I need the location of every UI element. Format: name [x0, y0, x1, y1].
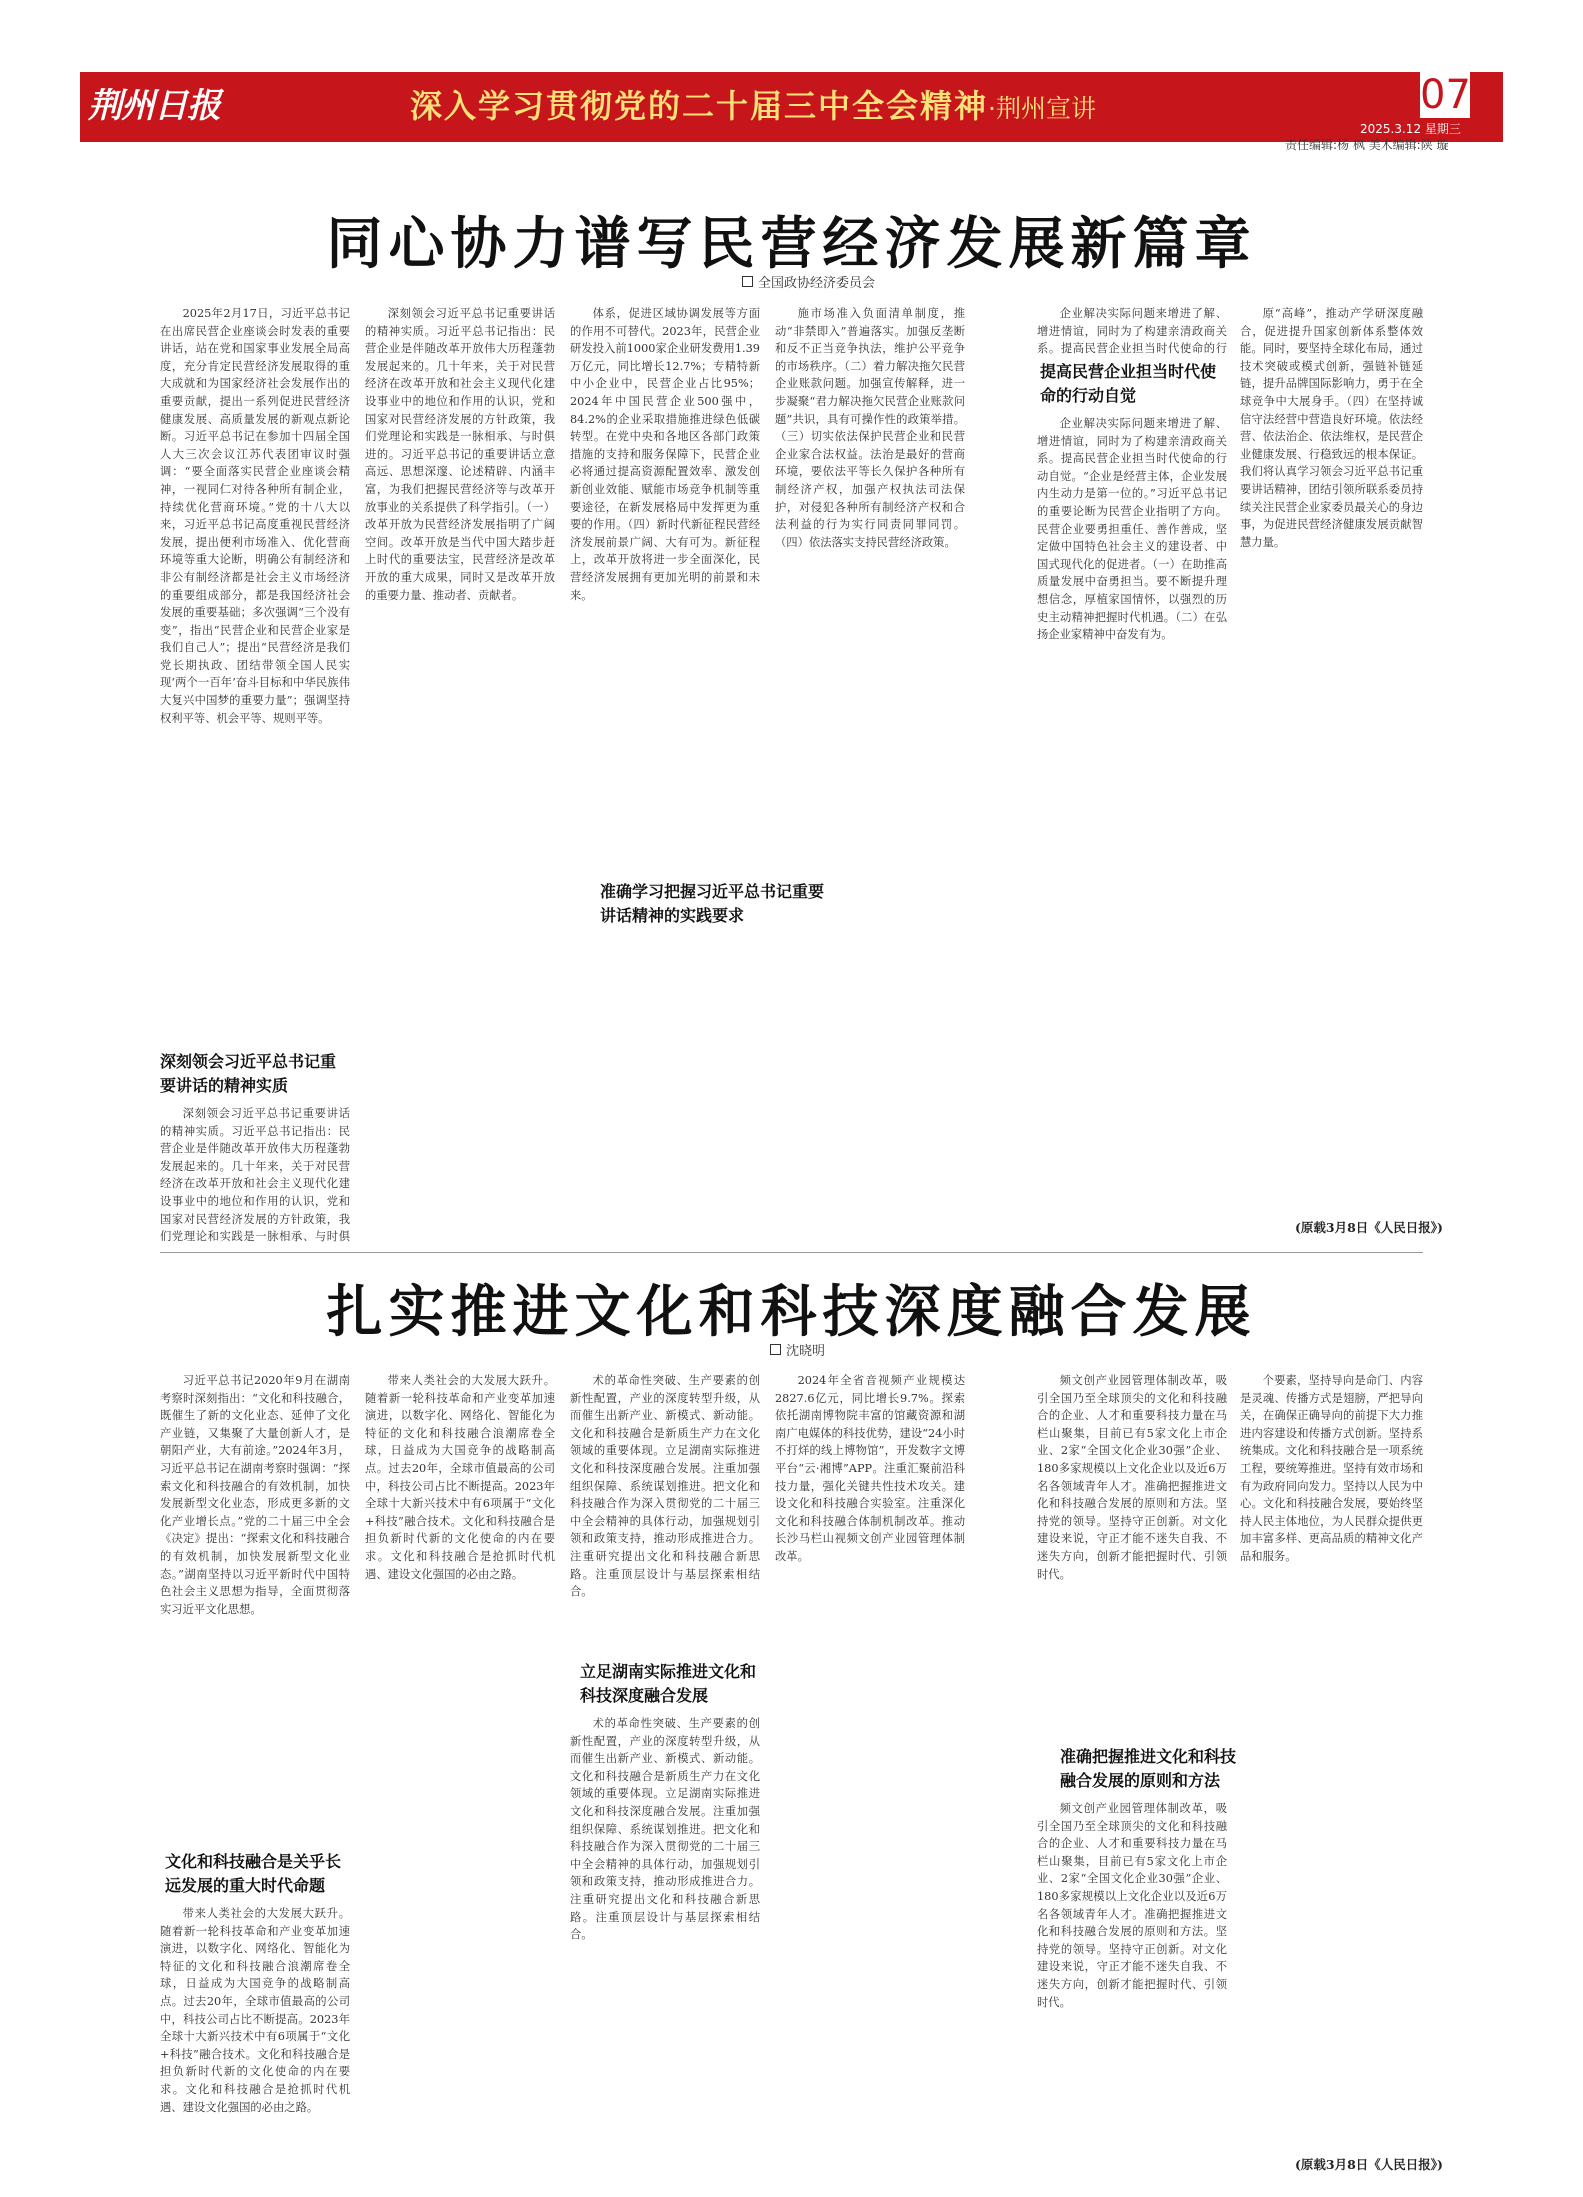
article2-source: (原载3月8日《人民日报》) — [1295, 2157, 1443, 2172]
article1-source: (原载3月8日《人民日报》) — [1295, 1220, 1443, 1235]
article2-column-4: 2024年全省音视频产业规模达2827.6亿元，同比增长9.7%。探索依托湖南博物院丰富的馆藏资源和湖南广电媒体的科技优势，建设“24小时不打烊的线上博物馆”，开发数字文博平台“云·湘博”APP。注重汇聚前沿科技力量，强化关键共性技术攻关。建设文化和科技融合实验室。注重深化文化和科技融合体制机制改革。推动长沙马栏山视频文创产业园管理体制改革。 — [775, 1374, 965, 1563]
masthead-banner — [80, 72, 1503, 142]
article1-title: 同心协力谱写民营经济发展新篇章 — [326, 211, 1257, 277]
article2-column-5: 频文创产业园管理体制改革，吸引全国乃至全球顶尖的文化和科技融合的企业、人才和重要科技力量在马栏山聚集，目前已有5家文化上市企业、2家“全国文化企业30强”企业、180多家规模以上文化企业以及近6万名各领域青年人才。准确把握推进文化和科技融合发展的原则和方法。坚持党的领导。坚持守正创新。对文化建设来说，守正才能不迷失自我、不迷失方向，创新才能把握时代、引领时代。 — [1037, 1374, 1227, 1581]
article1-column-1b: 深刻领会习近平总书记重要讲话的精神实质。习近平总书记指出：民营企业是伴随改革开放伟大历程蓬勃发展起来的。几十年来，关于对民营经济在改革开放和社会主义现代化建设事业中的地位和作用的认识，党和国家对民营经济发展的方针政策，我们党理论和实践是一脉相承、与时俱 — [160, 1107, 350, 1244]
editor-credits: 责任编辑:杨 枫 美术编辑:陕 璇 — [1285, 138, 1449, 152]
article2-column-2: 带来人类社会的大发展大跃升。随着新一轮科技革命和产业变革加速演进，以数字化、网络化、智能化为特征的文化和科技融合浪潮席卷全球，日益成为大国竞争的战略制高点。过去20年，全球市值最高的公司中，科技公司占比不断提高。2023年全球十大新兴技术中有6项属于“文化+科技”融合技术。文化和科技融合是担负新时代新的文化使命的内在要求。文化和科技融合是抢抓时代机遇、建设文化强国的必由之路。 — [365, 1374, 555, 1581]
article1-column-5: 企业解决实际问题来增进了解、增进情谊，同时为了构建亲清政商关系。提高民营企业担当时代使命的行动自觉。“企业是经营主体，企业发展内生动力是第一位的。”习近平总书记的重要论断为民营企业指明了方向。民营企业要勇担重任、善作善成，坚定做中国特色社会主义的建设者、中国式现代化的促进者。（一）在助推高质量发展中奋勇担当。要不断提升理想信念，厚植家国情怀，以强烈的历史主动精神把握时代机遇。（二）在弘扬企业家精神中奋发有为。 — [1037, 417, 1227, 642]
article2-title: 扎实推进文化和科技深度融合发展 — [326, 1279, 1257, 1345]
article1-column-2: 深刻领会习近平总书记重要讲话的精神实质。习近平总书记指出：民营企业是伴随改革开放伟大历程蓬勃发展起来的。几十年来，关于对民营经济在改革开放和社会主义现代化建设事业中的地位和作用的认识，党和国家对民营经济发展的方针政策，我们党理论和实践是一脉相承、与时俱进的。习近平总书记的重要讲话立意高远、思想深邃、论述精辟、内涵丰富，为我们把握民营经济等与改革开放事业的关系提供了科学指引。（一）改革开放为民营经济发展指明了广阔空间。改革开放是当代中国大踏步赶上时代的重要法宝，民营经济是改革开放的重大成果，同时又是改革开放的重要力量、推动者、贡献者。 — [365, 307, 555, 602]
article1-column-1: 2025年2月17日，习近平总书记在出席民营企业座谈会时发表的重要讲话，站在党和国家事业发展全局高度，充分肯定民营经济发展取得的重大成就和为国家经济社会发展作出的重要贡献，提出一系列促进民营经济健康发展、高质量发展的新观点新论断。习近平总书记在参加十四届全国人大三次会议江苏代表团审议时强调：“要全面落实民营企业座谈会精神，一视同仁对待各种所有制企业，持续优化营商环境。”党的十八大以来，习近平总书记高度重视民营经济发展，提出便利市场准入、优化营商环境等重大论断，明确公有制经济和非公有制经济都是社会主义市场经济的重要组成部分，都是我国经济社会发展的重要基础；多次强调“三个没有变”，指出“民营企业和民营企业家是我们自己人”；提出“民营经济是我们党长期执政、团结带领全国人民实现‘两个一百年’奋斗目标和中华民族伟大复兴中国梦的重要力量”；强调坚持权利平等、机会平等、规则平等。 — [160, 307, 350, 725]
article1-column-3: 体系，促进区域协调发展等方面的作用不可替代。2023年，民营企业研发投入前1000家企业研发费用1.39万亿元，同比增长12.7%；专精特新中小企业中，民营企业占比95%；2024年中国民营企业500强中，84.2%的企业采取措施推进绿色低碳转型。在党中央和各地区各部门政策措施的支持和服务保障下，民营企业必将通过提高资源配置效率、激发创新创业效能、赋能市场竞争机制等重要途径，在新发展格局中发挥更为重要的作用。（四）新时代新征程民营经济发展前景广阔、大有可为。新征程上，改革开放将进一步全面深化，民营经济发展拥有更加光明的前景和未来。 — [570, 307, 760, 602]
page-number: 07 — [1420, 72, 1471, 118]
article2-column-3b: 术的革命性突破、生产要素的创新性配置，产业的深度转型升级，从而催生出新产业、新模式、新动能。文化和科技融合是新质生产力在文化领域的重要体现。立足湖南实际推进文化和科技深度融合发展。注重加强组织保障、系统谋划推进。把文化和科技融合作为深入贯彻党的二十届三中全会精神的具体行动，加强规划引领和政策支持，推动形成推进合力。注重研究提出文化和科技融合新思路。注重顶层设计与基层探索相结合。 — [570, 1717, 760, 1942]
article2-column-1: 习近平总书记2020年9月在湖南考察时深刻指出：“文化和科技融合，既催生了新的文化业态、延伸了文化产业链，又集聚了大量创新人才，是朝阳产业，大有前途。”2024年3月，习近平总书记在湖南考察时强调：“探索文化和科技融合的有效机制，加快发展新型文化业态，形成更多新的文化产业增长点。”党的二十届三中全会《决定》提出：“探索文化和科技融合的有效机制，加快发展新型文化业态。”湖南坚持以习近平新时代中国特色社会主义思想为指导，全面贯彻落实习近平文化思想。 — [160, 1374, 350, 1616]
article2-subhead-2: 立足湖南实际推进文化和科技深度融合发展 — [580, 1662, 757, 1705]
issue-date: 2025.3.12 星期三 — [1360, 122, 1461, 136]
article1-subhead-2: 准确学习把握习近平总书记重要讲话精神的实践要求 — [600, 882, 825, 925]
article2-byline: 沈晓明 — [770, 1340, 825, 1359]
article1-column-6: 原“高峰”，推动产学研深度融合，促进提升国家创新体系整体效能。同时，要坚持全球化布局，通过技术突破或模式创新，强链补链延链，提升品牌国际影响力，勇于在全球竞争中大展身手。（四）在坚持诚信守法经营中营造良好环境。依法经营、依法治企、依法维权，是民营企业健康发展、行稳致远的根本保证。我们将认真学习领会习近平总书记重要讲话精神，团结引领所联系委员持续关注民营企业家委员最关心的身边事，为促进民营经济健康发展贡献智慧力量。 — [1240, 307, 1423, 549]
article2-subhead-3: 准确把握推进文化和科技融合发展的原则和方法 — [1060, 1747, 1237, 1790]
article2-column-3: 术的革命性突破、生产要素的创新性配置，产业的深度转型升级，从而催生出新产业、新模式、新动能。文化和科技融合是新质生产力在文化领域的重要体现。立足湖南实际推进文化和科技深度融合发展。注重加强组织保障、系统谋划推进。把文化和科技融合作为深入贯彻党的二十届三中全会精神的具体行动，加强规划引领和政策支持，推动形成推进合力。注重研究提出文化和科技融合新思路。注重顶层设计与基层探索相结合。 — [570, 1374, 760, 1599]
article1-byline: 全国政协经济委员会 — [742, 272, 875, 291]
banner-title: 深入学习贯彻党的二十届三中全会精神·荆州宣讲 — [410, 87, 1096, 125]
article1-column-5a: 企业解决实际问题来增进了解、增进情谊，同时为了构建亲清政商关系。提高民营企业担当时代使命的行 — [1037, 307, 1227, 355]
section-divider — [160, 1252, 1423, 1253]
article2-column-6: 个要素，坚持导向是命门、内容是灵魂、传播方式是翅膀，严把导向关，在确保正确导向的前提下大力推进内容建设和传播方式创新。坚持系统集成。文化和科技融合是一项系统工程，要统筹推进。坚持有效市场和有为政府同向发力。坚持以人民为中心。文化和科技融合发展，要始终坚持人民主体地位，为人民群众提供更加丰富多样、更高品质的精神文化产品和服务。 — [1240, 1374, 1423, 1563]
article1-subhead-3: 提高民营企业担当时代使命的行动自觉 — [1040, 362, 1217, 405]
article1-column-4: 施市场准入负面清单制度，推动“非禁即入”普遍落实。加强反垄断和反不正当竞争执法，维护公平竞争的市场秩序。（二）着力解决拖欠民营企业账款问题。加强宣传解释，进一步凝聚“君力解决拖欠民营企业账款问题”共识，具有可操作性的政策举措。（三）切实依法保护民营企业和民营企业家合法权益。法治是最好的营商环境，要依法平等长久保护各种所有制经济产权，加强产权执法司法保护，对侵犯各种所有制经济产权和合法利益的行为实行同责同罪同罚。（四）依法落实支持民营经济政策。 — [775, 307, 965, 549]
article1-subhead-1: 深刻领会习近平总书记重要讲话的精神实质 — [160, 1052, 337, 1095]
article2-subhead-1: 文化和科技融合是关乎长远发展的重大时代命题 — [165, 1852, 342, 1895]
banner-subtitle: ·荆州宣讲 — [988, 94, 1096, 123]
article2-column-1b: 带来人类社会的大发展大跃升。随着新一轮科技革命和产业变革加速演进，以数字化、网络化、智能化为特征的文化和科技融合浪潮席卷全球，日益成为大国竞争的战略制高点。过去20年，全球市值最高的公司中，科技公司占比不断提高。2023年全球十大新兴技术中有6项属于“文化+科技”融合技术。文化和科技融合是担负新时代新的文化使命的内在要求。文化和科技融合是抢抓时代机遇、建设文化强国的必由之路。 — [160, 1907, 350, 2114]
byline-square-icon — [770, 1344, 781, 1355]
byline-square-icon — [742, 276, 753, 287]
newspaper-logo: 荆州日报 — [88, 86, 220, 126]
article2-column-5b: 频文创产业园管理体制改革，吸引全国乃至全球顶尖的文化和科技融合的企业、人才和重要科技力量在马栏山聚集，目前已有5家文化上市企业、2家“全国文化企业30强”企业、180多家规模以上文化企业以及近6万名各领域青年人才。准确把握推进文化和科技融合发展的原则和方法。坚持党的领导。坚持守正创新。对文化建设来说，守正才能不迷失自我、不迷失方向，创新才能把握时代、引领时代。 — [1037, 1802, 1227, 2009]
